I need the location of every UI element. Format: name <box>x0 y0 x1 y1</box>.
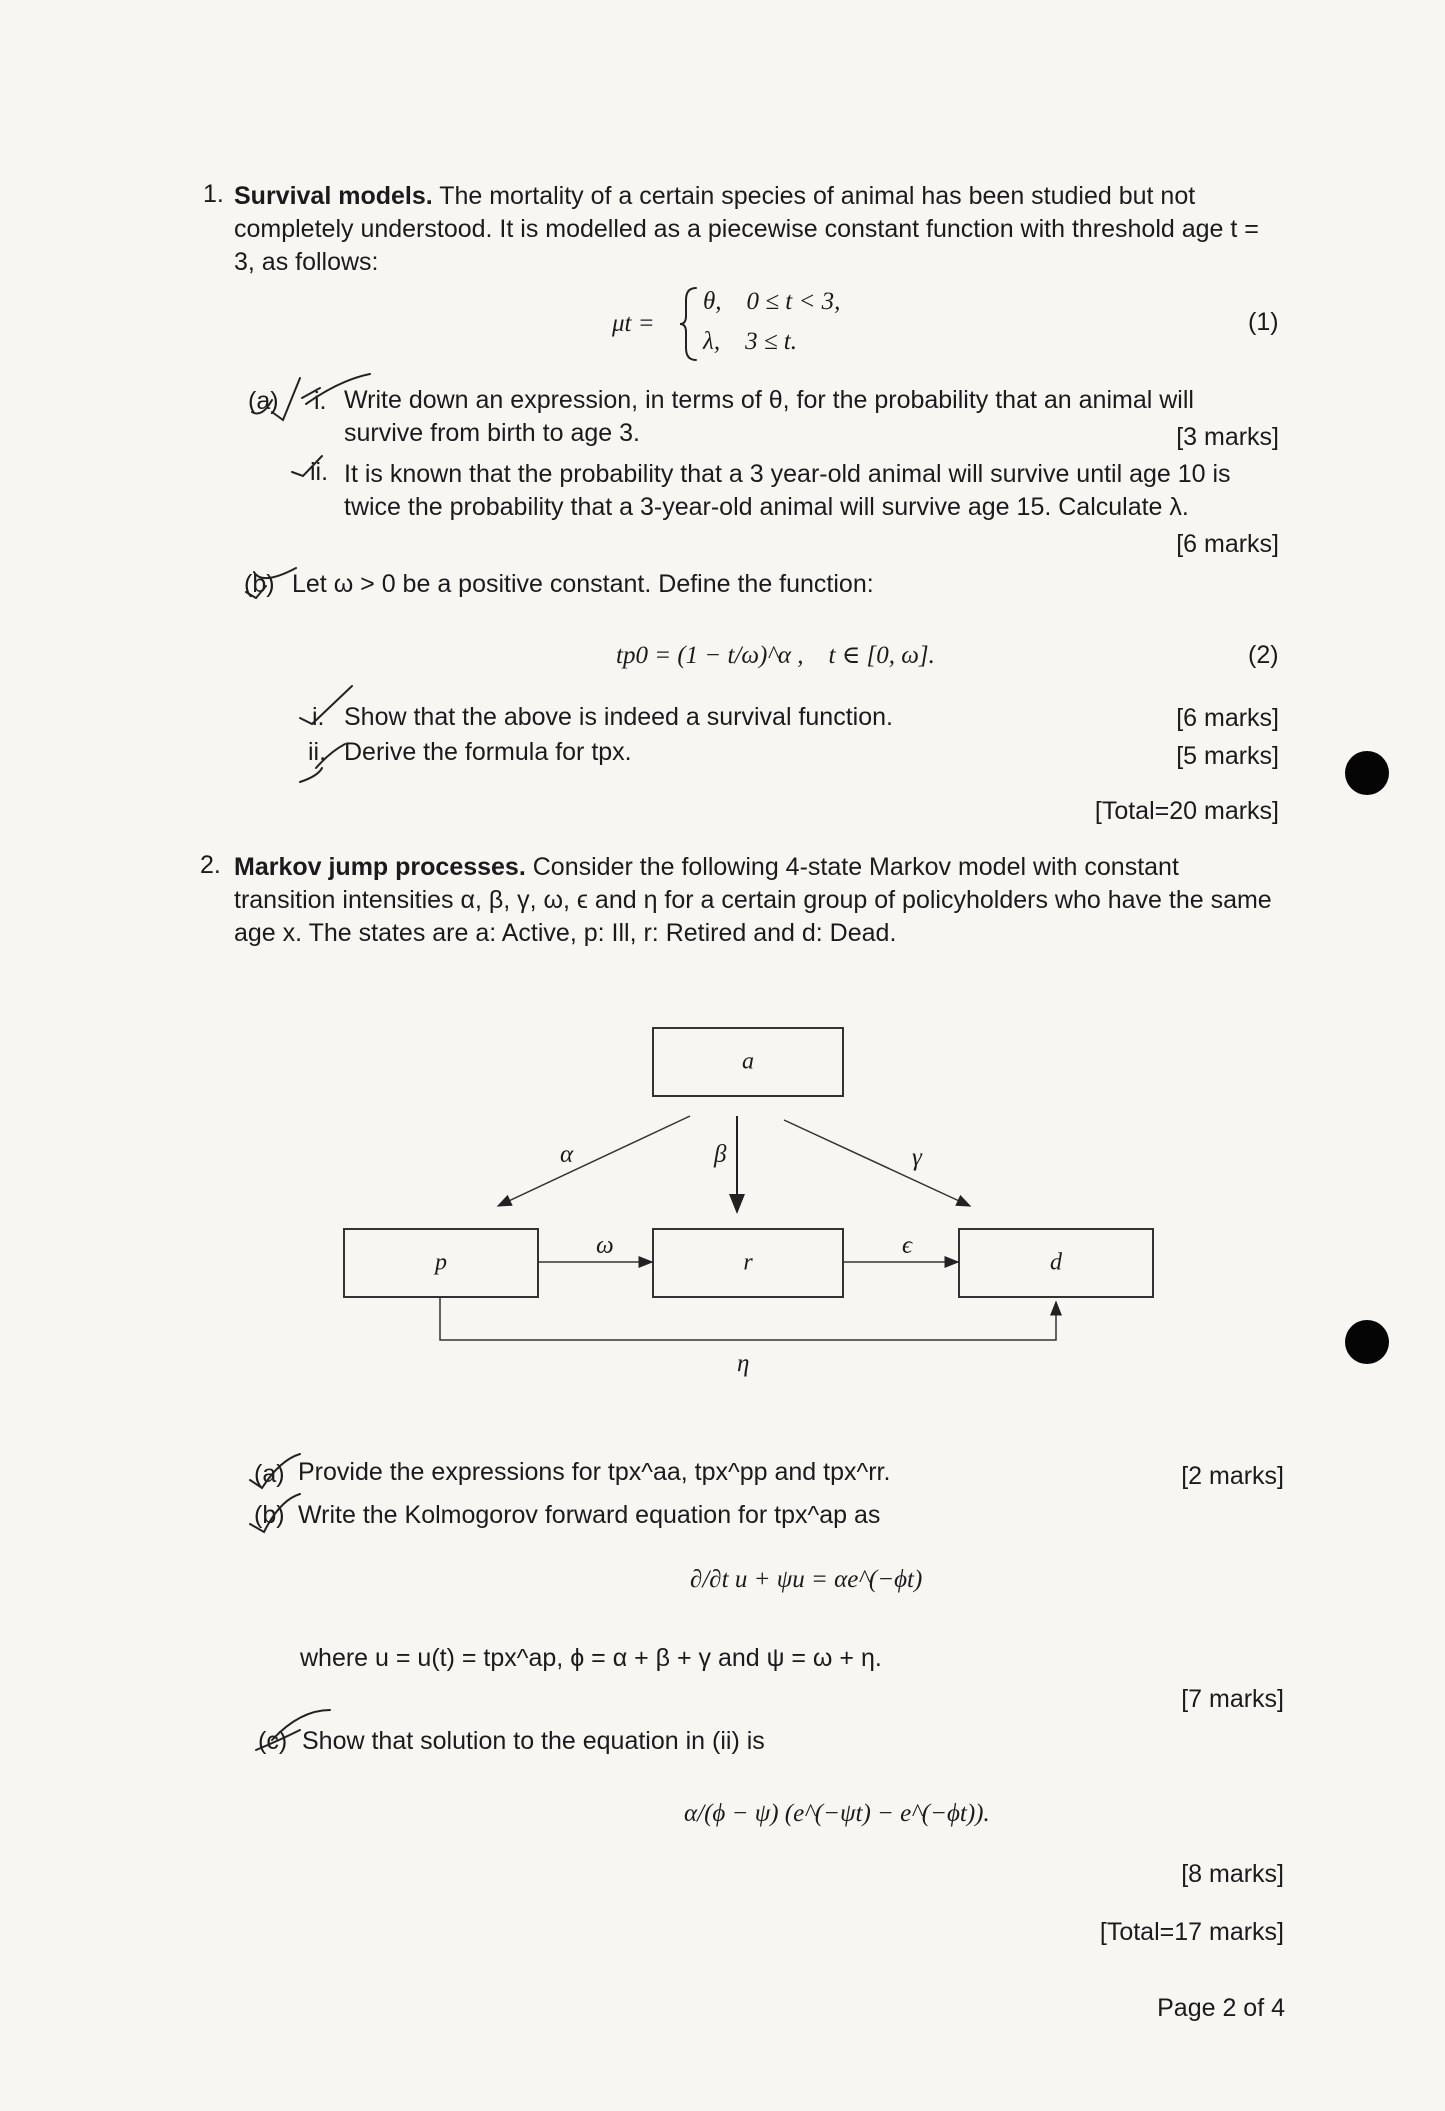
eq1-label: (1) <box>1248 308 1279 336</box>
q2c-text: Show that solution to the equation in (ii) is <box>302 1727 765 1755</box>
eq1-case2: λ, 3 ≤ t. <box>703 328 797 355</box>
q1b-label: (b) <box>244 570 275 598</box>
q1b-ii-label: ii. <box>308 738 327 766</box>
q1a-ii-text: It is known that the probability that a 3 year-old animal will survive until age 10 is twice the probability that a 3-year-old animal will survive age 15. Calculate λ. <box>344 460 1231 521</box>
eq2: tp0 = (1 − t/ω)^α , t ∈ [0, ω]. <box>616 642 935 669</box>
q1a-i-label: i. <box>314 387 327 415</box>
q2-number: 2. <box>200 851 221 879</box>
q2b-label: (b) <box>254 1501 285 1529</box>
q1b-i-label: i. <box>312 703 325 731</box>
q1-title: Survival models. <box>234 182 433 210</box>
q2a-marks: [2 marks] <box>1181 1462 1284 1490</box>
label-eta: η <box>737 1350 750 1377</box>
q1a-label: (a) <box>248 387 279 415</box>
q2c-marks: [8 marks] <box>1181 1860 1284 1888</box>
label-beta: β <box>714 1141 727 1168</box>
eq3: ∂/∂t u + ψu = αe^(−ϕt) <box>690 1566 923 1593</box>
eq4: α/(ϕ − ψ) (e^(−ψt) − e^(−ϕt)). <box>684 1800 990 1827</box>
handwritten-ticks-q2 <box>0 1440 1445 1760</box>
handwritten-ticks-q1 <box>0 0 1445 820</box>
transition-arrows <box>0 1000 1445 1380</box>
q1a-ii-marks: [6 marks] <box>1176 530 1279 558</box>
q2c-label: (c) <box>258 1727 288 1755</box>
q1-number: 1. <box>203 180 224 208</box>
state-a-label: a <box>742 1048 754 1075</box>
label-gamma: γ <box>912 1144 922 1171</box>
q2-total: [Total=17 marks] <box>1099 1918 1284 1946</box>
q2-intro-text: Consider the following 4-state Markov model with constant transition intensities α, β, γ, ω, ϵ and η for a certain group of policyholders who have the same age x. The states are a: Active, p: Ill, r: Retired and d: Dead. <box>234 853 1272 947</box>
where-line: where u = u(t) = tpx^ap, ϕ = α + β + γ and ψ = ω + η. <box>300 1644 882 1672</box>
q1b-i-text: Show that the above is indeed a survival function. <box>344 703 893 731</box>
punch-hole-upper <box>1345 751 1389 795</box>
q2b-marks: [7 marks] <box>1181 1685 1284 1713</box>
label-omega: ω <box>596 1232 614 1259</box>
state-d-label: d <box>1050 1249 1062 1276</box>
punch-hole-lower <box>1345 1320 1389 1364</box>
arrow-alpha <box>498 1116 690 1206</box>
eq1-lhs: μt = <box>612 310 655 337</box>
q2a-text: Provide the expressions for tpx^aa, tpx^pp and tpx^rr. <box>298 1458 891 1486</box>
q1-total: [Total=20 marks] <box>1094 797 1279 825</box>
q1-intro-text: The mortality of a certain species of animal has been studied but not completely understood. It is modelled as a piecewise constant function with threshold age t = 3, as follows: <box>234 182 1259 276</box>
arrow-eta <box>440 1296 1056 1340</box>
state-p-label: p <box>435 1249 447 1276</box>
page-number: Page 2 of 4 <box>1157 1994 1285 2022</box>
eq1-case1: θ, 0 ≤ t < 3, <box>703 288 841 315</box>
eq2-label: (2) <box>1248 641 1279 669</box>
q1a-i-text: Write down an expression, in terms of θ, for the probability that an animal will survive from birth to age 3. <box>344 386 1194 447</box>
q1a-ii-label: ii. <box>310 458 329 486</box>
q1b-i-marks: [6 marks] <box>1176 704 1279 732</box>
q2b-text: Write the Kolmogorov forward equation for tpx^ap as <box>298 1501 881 1529</box>
q1b-text: Let ω > 0 be a positive constant. Define the function: <box>292 570 874 598</box>
label-alpha: α <box>560 1141 574 1168</box>
arrow-gamma <box>784 1120 970 1206</box>
q1b-ii-text: Derive the formula for tpx. <box>344 738 632 766</box>
label-epsilon: ϵ <box>902 1232 913 1259</box>
q2a-label: (a) <box>254 1460 285 1488</box>
q2-intro <box>234 851 1282 950</box>
state-r-label: r <box>743 1249 753 1276</box>
q1a-i-marks: [3 marks] <box>1176 423 1279 451</box>
q1b-ii-marks: [5 marks] <box>1176 742 1279 770</box>
q2-title: Markov jump processes. <box>234 853 526 881</box>
